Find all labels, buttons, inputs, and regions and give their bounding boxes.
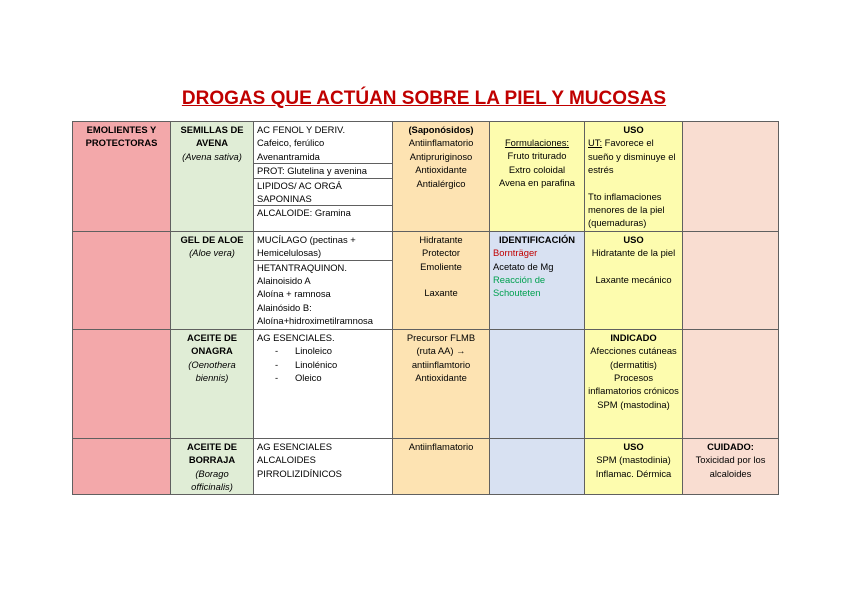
notes-cell [683, 438, 779, 495]
composition-bullet: - Linolénico [257, 358, 389, 371]
formulations-heading: Formulaciones: [504, 137, 570, 148]
actions-cell [393, 122, 490, 232]
notes-cell [683, 329, 779, 438]
drug-name: ACEITE DE ONAGRA [186, 331, 237, 357]
table-row [73, 122, 779, 232]
use-heading: USO [623, 233, 644, 245]
identification-item: Bornträger [493, 247, 538, 259]
actions-cell [393, 329, 490, 438]
caution-heading: CUIDADO: [707, 440, 754, 452]
drug-name: SEMILLAS DE AVENA [180, 124, 244, 149]
use-item: Hidratante de la piel [591, 247, 676, 259]
composition-line: Avenantramida [254, 150, 392, 164]
action-item: Antioxidante [415, 164, 467, 176]
use-heading: INDICADO [610, 331, 657, 343]
use-item: Laxante mecánico [595, 273, 672, 285]
notes-cell [683, 122, 779, 232]
action-item: Protector [421, 247, 461, 259]
actions-heading: (Saponósidos) [408, 124, 474, 135]
composition-bullet: - Linoleico [257, 344, 389, 357]
composition-line: MUCÍLAGO (pectinas + Hemicelulosas) [254, 233, 392, 261]
action-item: Antipruriginoso [409, 150, 473, 162]
action-item: Emoliente [420, 260, 462, 272]
composition-line: LIPIDOS/ AC ORGÁ [257, 179, 342, 191]
composition-line: PROT: Glutelina y avenina [254, 164, 392, 178]
use-cell [585, 329, 683, 438]
use-cell [585, 231, 683, 329]
formulation-item: Avena en parafina [499, 177, 575, 189]
formulation-item: Fruto triturado [507, 150, 567, 162]
drug-latin-name: (Aloe vera) [189, 247, 235, 259]
identification-item: Acetato de Mg [493, 260, 554, 272]
identification-cell [490, 329, 585, 438]
use-heading: USO [623, 124, 644, 135]
table-row [73, 231, 779, 329]
category-cell [73, 438, 171, 495]
identification-item: Reacción de Schouteten [493, 274, 546, 299]
category-cell [73, 122, 171, 232]
composition-line: AG ESENCIALES [257, 440, 333, 452]
action-item: Antiinflamatorio [408, 440, 474, 452]
drug-name-cell [171, 438, 254, 495]
drug-latin-name: (Oenothera biennis) [188, 358, 236, 383]
formulation-item: Extro coloidal [508, 163, 566, 175]
composition-cell [254, 122, 393, 232]
use-cell [585, 122, 683, 232]
composition-line: HETANTRAQUINON. [257, 261, 347, 273]
use-heading: USO [623, 440, 644, 452]
composition-line: Aloína + ramnosa [257, 288, 331, 300]
composition-line: ALCALOIDE: Gramina [257, 207, 351, 219]
action-item: Antioxidante [415, 371, 467, 383]
use-item: Inflamac. Dérmica [595, 467, 672, 479]
drugs-table [72, 121, 779, 495]
composition-cell [254, 231, 393, 329]
actions-cell [393, 438, 490, 495]
composition-cell [254, 329, 393, 438]
use-cell [585, 438, 683, 495]
use-extra: Tto inflamaciones menores de la piel (quemaduras) [588, 190, 665, 229]
category-cell [73, 231, 171, 329]
use-item: SPM (mastodinia) [596, 454, 671, 466]
composition-bullet: - Oleico [257, 371, 389, 384]
action-item: Precursor FLMB (ruta AA) → [406, 331, 476, 357]
drug-latin-name: (Borago officinalis) [191, 467, 233, 492]
formulations-cell [490, 122, 585, 232]
drug-name-cell [171, 122, 254, 232]
drug-name: ACEITE DE BORRAJA [186, 440, 237, 466]
category-label: EMOLIENTES Y PROTECTORAS [85, 124, 158, 149]
caution-text: Toxicidad por los alcaloides [695, 454, 766, 479]
page-title: DROGAS QUE ACTÚAN SOBRE LA PIEL Y MUCOSAS [181, 88, 667, 109]
use-ut-text: Favorece el sueño y disminuye el estrés [588, 137, 676, 176]
action-item: antiinflamtorio [411, 358, 471, 370]
action-item: Hidratante [419, 233, 463, 245]
identification-cell [490, 231, 585, 329]
composition-heading: AG ESENCIALES. [257, 331, 335, 343]
composition-line: Aloína+hidroximetilramnosa [257, 315, 373, 327]
identification-cell [490, 438, 585, 495]
actions-cell [393, 231, 490, 329]
identification-heading: IDENTIFICACIÓN [498, 233, 576, 245]
action-item: Antiinflamatorio [408, 137, 474, 149]
category-cell [73, 329, 171, 438]
action-item: Antialérgico [416, 177, 466, 189]
drug-name-cell [171, 231, 254, 329]
drug-latin-name: (Avena sativa) [182, 150, 242, 162]
action-item: Laxante [424, 287, 458, 299]
table-row [73, 438, 779, 495]
notes-cell [683, 231, 779, 329]
composition-line: ALCALOIDES [257, 454, 316, 466]
composition-line: Alainósido B: [257, 301, 312, 313]
composition-line: PIRROLIZIDÍNICOS [257, 467, 342, 479]
table-row [73, 329, 779, 438]
composition-cell [254, 438, 393, 495]
composition-line: Alainoisido A [257, 275, 311, 287]
composition-line: AC FENOL Y DERIV. [257, 124, 346, 135]
use-item: Procesos inflamatorios crónicos [588, 371, 679, 397]
drug-name: GEL DE ALOE [180, 233, 244, 245]
composition-line: Cafeico, ferúlico [257, 137, 325, 149]
drug-name-cell [171, 329, 254, 438]
use-item: Afecciones cutáneas (dermatitis) [590, 345, 677, 370]
composition-line: SAPONINAS [254, 192, 392, 206]
use-ut-label: UT: [588, 137, 603, 149]
use-item: SPM (mastodina) [597, 398, 670, 410]
